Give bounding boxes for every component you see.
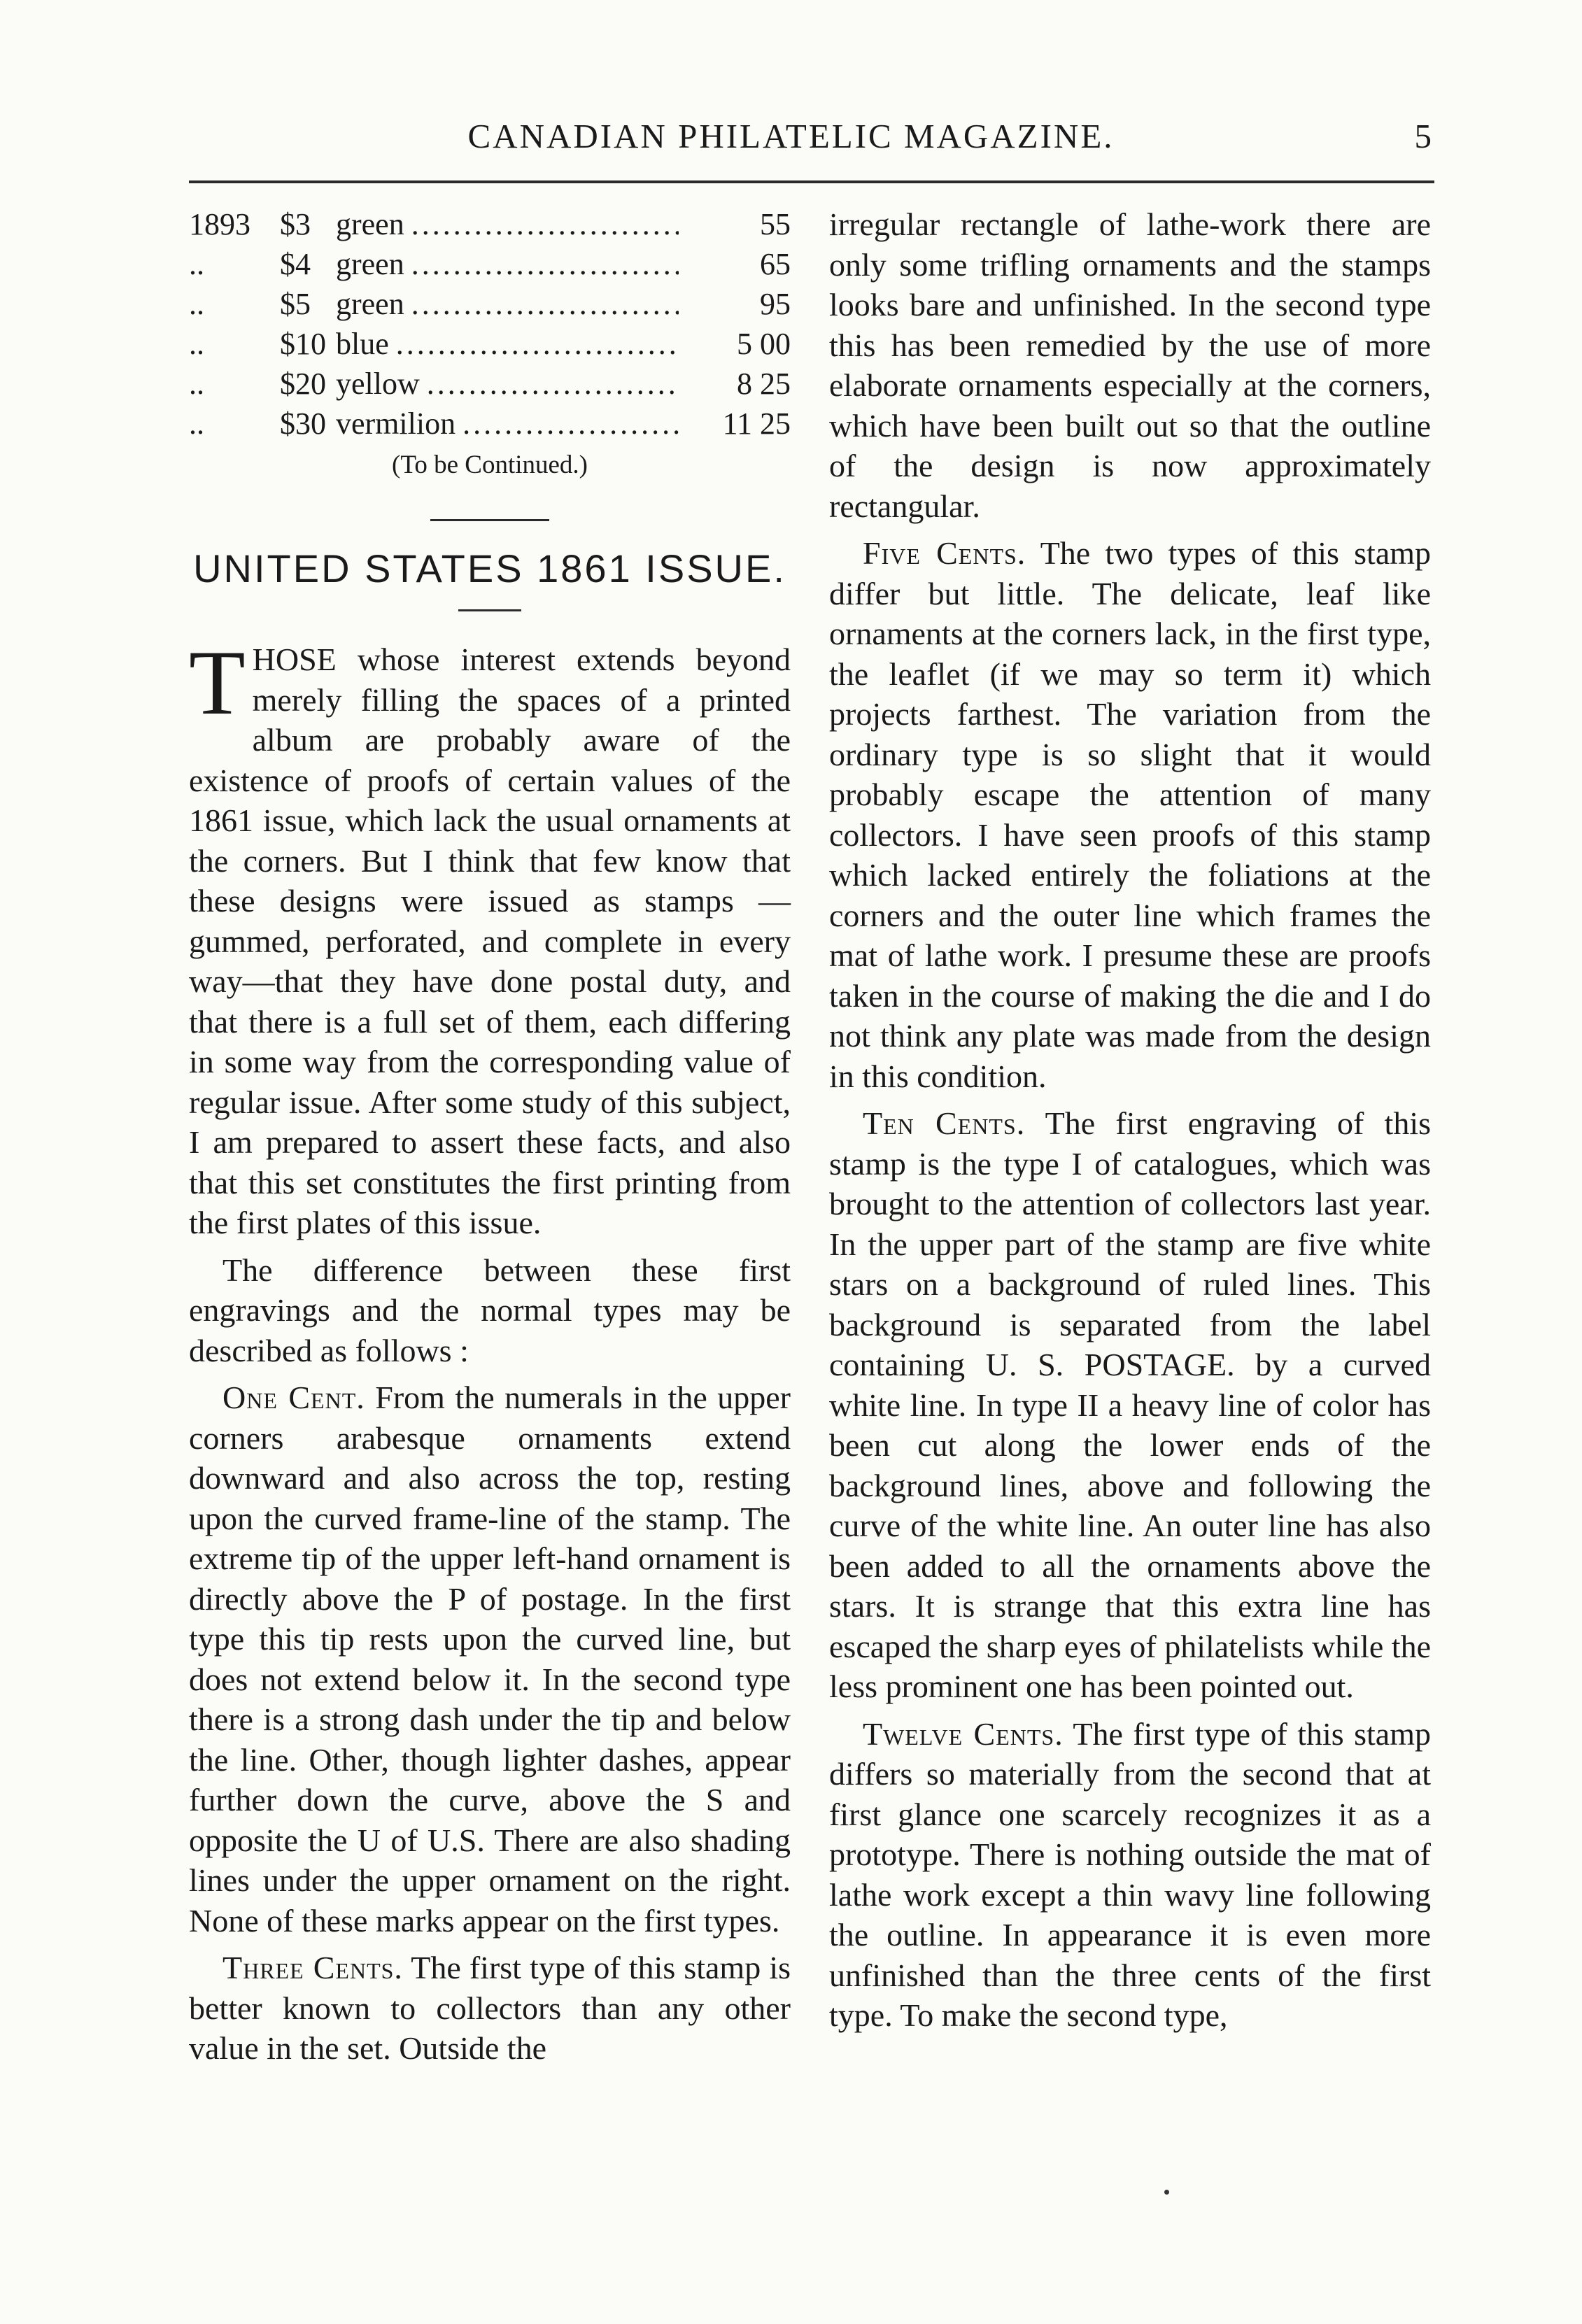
ten-cents-paragraph (829, 1103, 1431, 1707)
five-cents-text: The two types of this stamp differ but little. The delicate, leaf like ornaments at the corners lack, in the first type, the leaflet (if we may so term it) which projects farthest. The variation from the ordinary type is so slight that it would probably escape the attention of many collectors. I have seen proofs of this stamp which lacked entirely the foliations at the corners and the outer line which frames the mat of lathe work. I presume these are proofs taken in the course of making the die and I do not think any plate was made from the design in this condition. (829, 535, 1432, 1094)
row-year: .. (189, 327, 204, 361)
intro-paragraph (189, 631, 791, 1243)
row-year: 1893 (189, 207, 250, 241)
row-color: green (336, 287, 404, 321)
left-column (189, 204, 791, 2069)
row-denomination: $4 (280, 247, 311, 281)
row-price: 95 (760, 287, 791, 321)
one-cent-text: From the numerals in the upper corners arabesque ornaments extend downward and also across the top, resting upon the curved frame-line of the stamp. The extreme tip of the upper left-hand ornament is directly above the P of postage. In the first type this tip rests upon the curved line, but does not extend below it. In the second type there is a strong dash under the tip and below the line. Other, though lighter dashes, appear further down the curve, above the S and opposite the U of U.S. There are also shading lines under the upper ornament on the right. None of these marks appear on the first types. (189, 1380, 791, 1939)
row-year: .. (189, 367, 204, 401)
table-row (189, 244, 791, 284)
twelve-cents-paragraph (829, 1714, 1431, 2036)
row-color: blue (336, 327, 389, 361)
row-year: .. (189, 287, 204, 321)
row-denomination: $20 (280, 367, 326, 401)
row-denomination: $5 (280, 287, 311, 321)
table-row (189, 364, 791, 404)
drop-cap: T (189, 631, 246, 734)
magazine-title: CANADIAN PHILATELIC MAGAZINE. (467, 117, 1115, 155)
header-rule (189, 180, 1434, 183)
leader-dots (462, 404, 679, 444)
row-denomination: $3 (280, 207, 311, 241)
intro-text: HOSE whose interest extends beyond merely filling the spaces of a printed album are probably aware of the existence of proofs of certain values of the 1861 issue, which lack the usual ornaments at the corners. But I think that few know that these designs were issued as stamps — gummed, perforated, and complete in every way—that they have done postal duty, and that there is a full set of them, each differing in some way from the corresponding value of regular issue. After some study of this subject, I am prepared to assert these facts, and also that this set constitutes the first printing from the first plates of this issue. (189, 642, 791, 1240)
row-year: .. (189, 406, 204, 441)
row-color: vermilion (336, 406, 456, 441)
price-table (189, 204, 791, 483)
leader-dots (427, 364, 679, 404)
ten-cents-heading: Ten Cents. (863, 1105, 1026, 1141)
row-price: 11 25 (722, 406, 791, 441)
row-year: .. (189, 247, 204, 281)
one-cent-heading: One Cent. (223, 1380, 365, 1415)
ten-cents-text: The first engraving of this stamp is the type I of catalogues, which was brought to the attention of collectors last year. In the upper part of the stamp are five white stars on a background of ruled lines. This background is separated from the label containing U. S. POSTAGE. by a curved white line. In type II a heavy line of color has been cut along the lower ends of the background lines, above and following the curve of the white line. An outer line has also been added to all the ornaments above the stars. It is strange that this extra line has escaped the sharp eyes of philatelists while the less prominent one has been pointed out. (829, 1105, 1432, 1704)
row-color: green (336, 247, 404, 281)
one-cent-paragraph (189, 1377, 791, 1941)
row-price: 8 25 (737, 367, 791, 401)
row-price: 55 (760, 207, 791, 241)
article-title: UNITED STATES 1861 ISSUE. (193, 546, 786, 590)
title-underline (458, 609, 521, 611)
leader-dots (411, 244, 679, 285)
row-price: 5 00 (737, 327, 791, 361)
leader-dots (411, 204, 679, 245)
page-number: 5 (1414, 117, 1432, 155)
table-row (189, 404, 791, 444)
continued-note: (To be Continued.) (392, 451, 588, 479)
five-cents-heading: Five Cents. (863, 535, 1026, 571)
leader-dots (396, 324, 679, 364)
row-price: 65 (760, 247, 791, 281)
table-row (189, 324, 791, 364)
row-denomination: $30 (280, 406, 326, 441)
continuation-paragraph: irregular rectangle of lathe-work there are only some trifling ornaments and the stamps looks bare and unfinished. In the second type this has been remedied by the use of more elaborate ornaments especially at the corners, which have been built out so that the outline of the design is now approximately rectangular. (829, 206, 1431, 524)
table-row (189, 204, 791, 244)
table-row (189, 284, 791, 324)
row-color: yellow (336, 367, 420, 401)
row-denomination: $10 (280, 327, 326, 361)
twelve-cents-text: The first type of this stamp differs so materially from the second that at first glance one scarcely recognizes it as a prototype. There is nothing outside the mat of lathe work except a thin wavy line following the outline. In appearance it is even more unfinished than the three cents of the first type. To make the second type, (829, 1715, 1431, 2033)
twelve-cents-heading: Twelve Cents. (863, 1715, 1064, 1752)
three-cents-heading: Three Cents. (223, 1950, 403, 1985)
row-color: green (336, 207, 404, 241)
five-cents-paragraph (829, 533, 1431, 1096)
section-divider (430, 519, 549, 521)
printer-mark (1164, 2190, 1169, 2195)
leader-dots (411, 284, 679, 325)
three-cents-text: The first type of this stamp is better known to collectors than any other value in the set. Outside the (189, 1950, 791, 2066)
types-paragraph: The difference between these first engravings and the normal types may be described as follows : (189, 1252, 791, 1368)
right-column (829, 204, 1431, 2036)
three-cents-paragraph (189, 1948, 791, 2069)
